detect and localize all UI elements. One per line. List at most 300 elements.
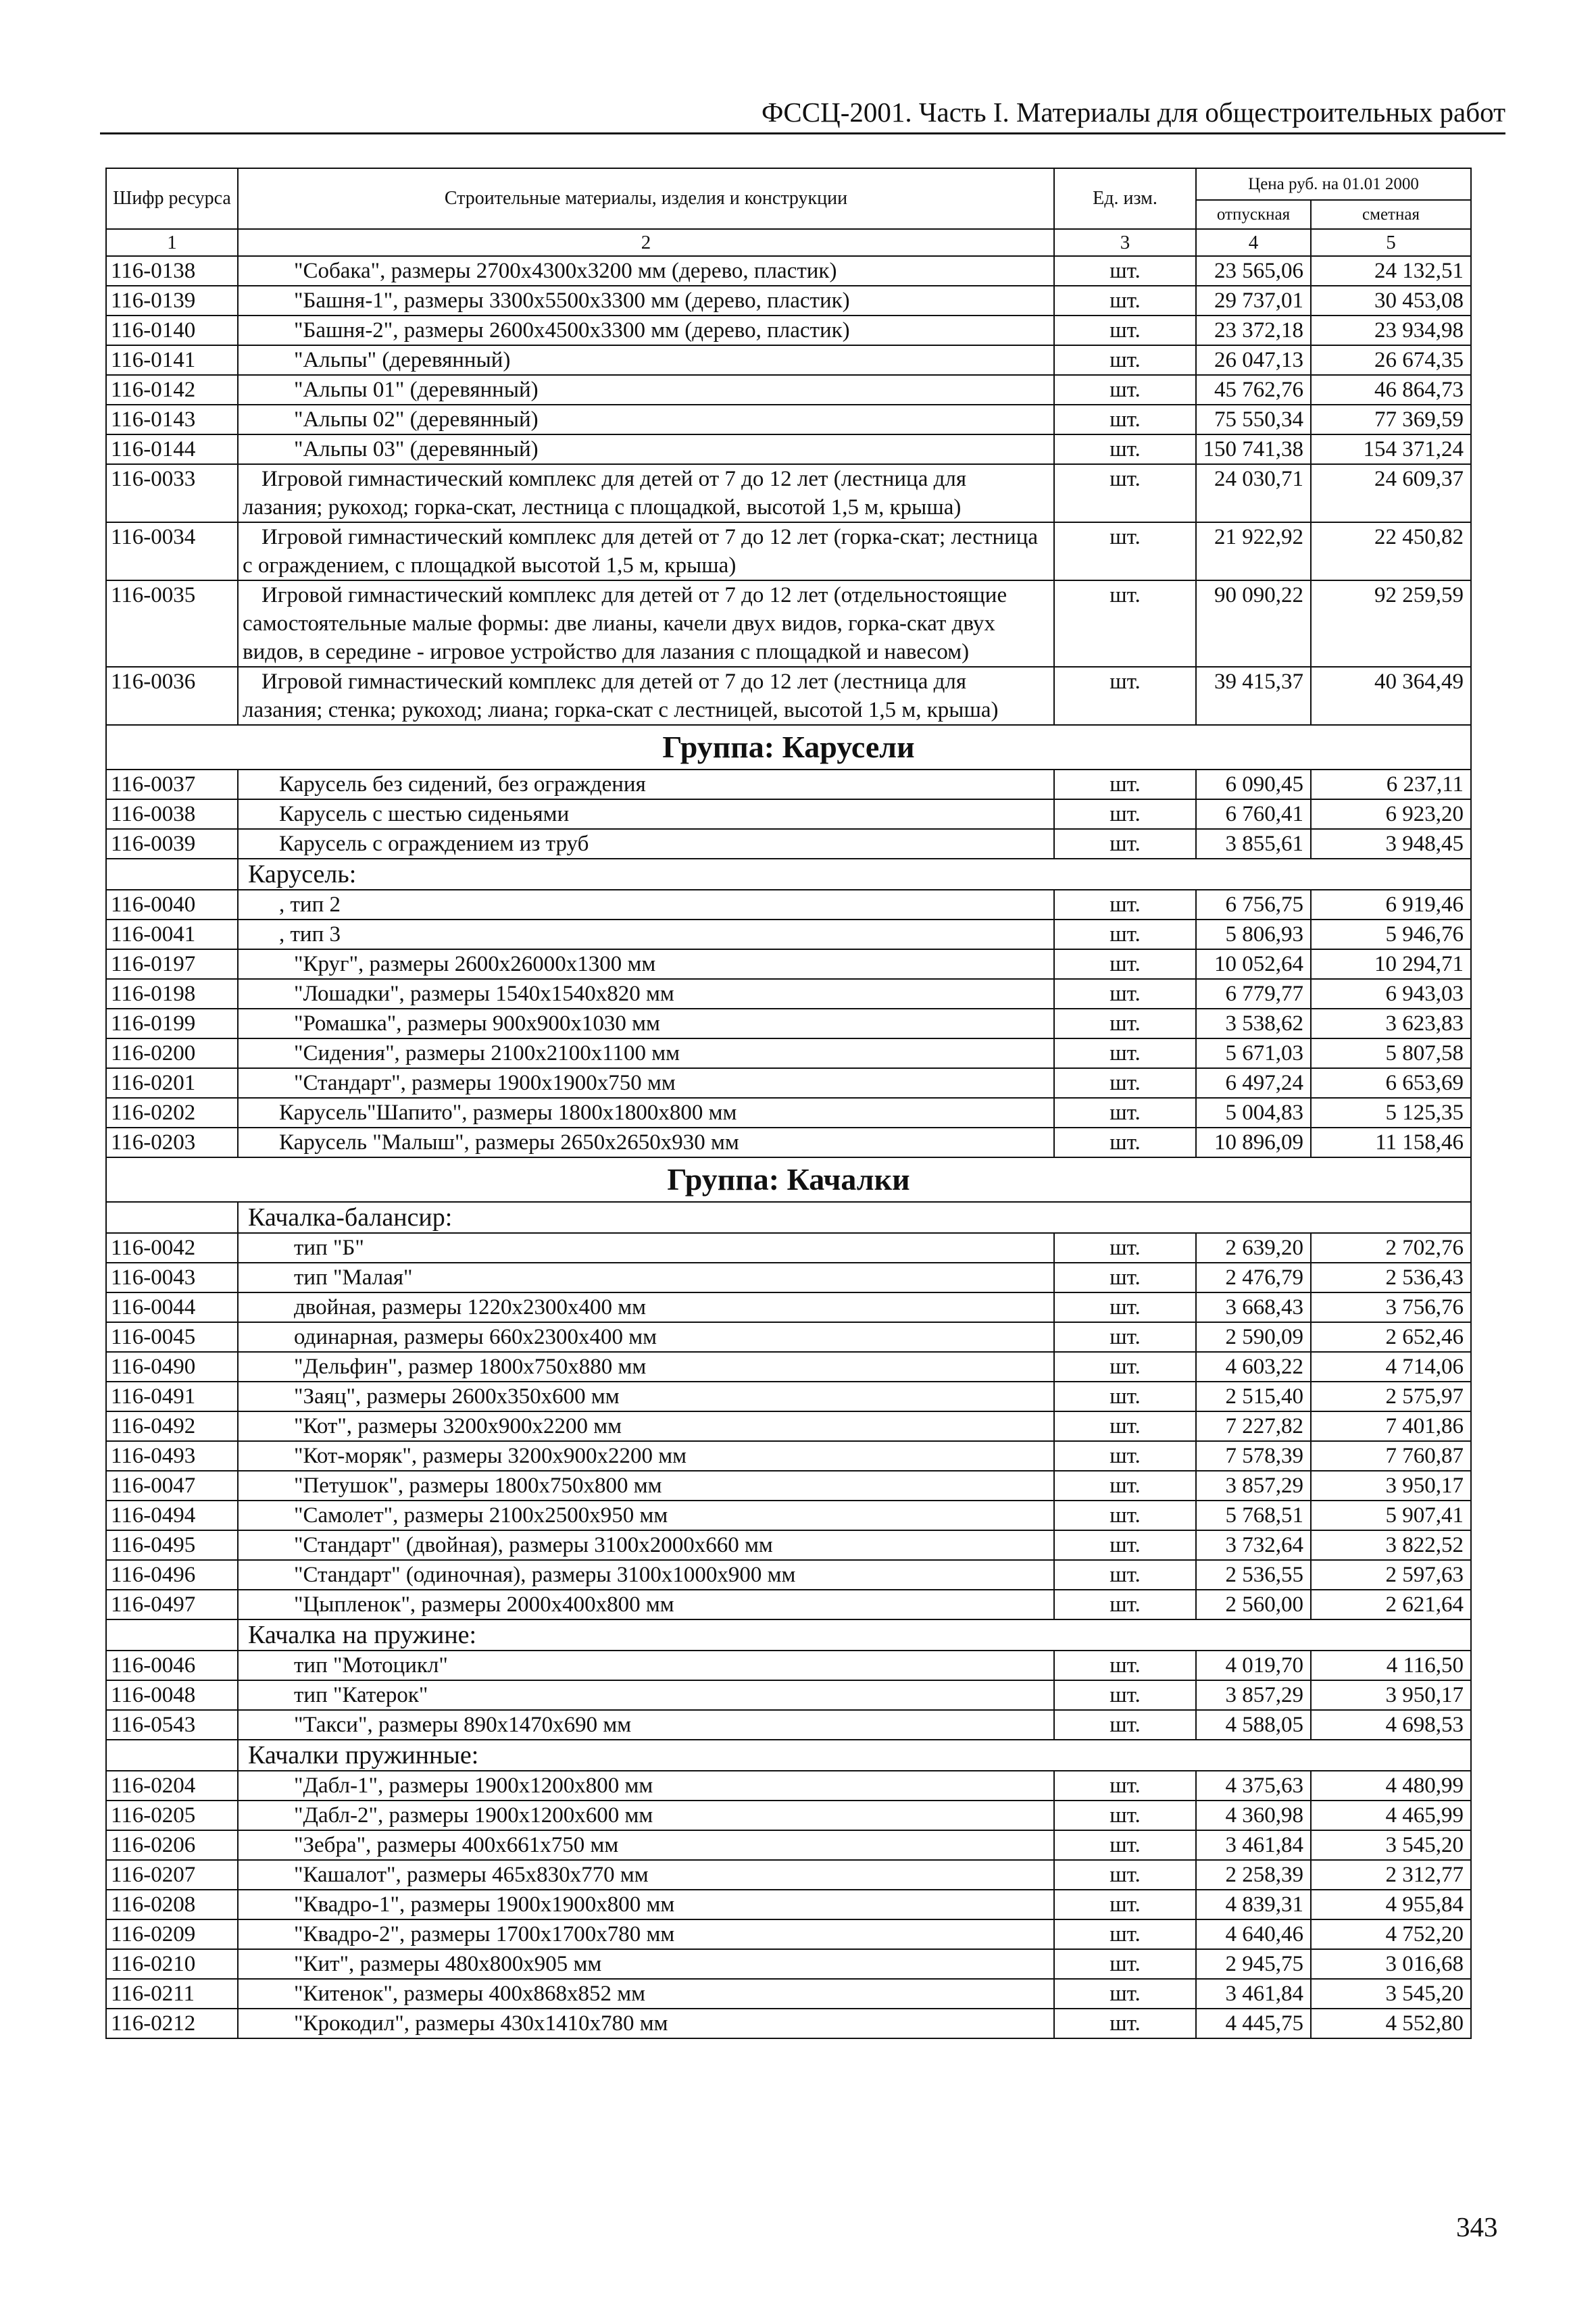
column-number-row <box>106 229 1471 256</box>
table-row <box>106 1009 1471 1038</box>
unit-cell: шт. <box>1054 829 1196 859</box>
release-price: 5 004,83 <box>1196 1098 1311 1128</box>
estimate-price: 3 948,45 <box>1311 829 1471 859</box>
release-price: 3 732,64 <box>1196 1530 1311 1560</box>
group-title: Группа: Карусели <box>106 725 1471 770</box>
unit-cell: шт. <box>1054 1501 1196 1530</box>
estimate-price: 5 907,41 <box>1311 1501 1471 1530</box>
table-row <box>106 1471 1471 1501</box>
release-price: 2 515,40 <box>1196 1382 1311 1411</box>
estimate-price: 23 934,98 <box>1311 316 1471 345</box>
group-row <box>106 725 1471 770</box>
unit-cell: шт. <box>1054 1830 1196 1860</box>
column-number: 4 <box>1196 229 1311 256</box>
estimate-price: 22 450,82 <box>1311 522 1471 580</box>
item-description: Карусель без сидений, без ограждения <box>238 770 1054 799</box>
unit-cell: шт. <box>1054 2009 1196 2038</box>
item-description: Игровой гимнастический комплекс для детей от 7 до 12 лет (отдельностоящие самостоятельные малые формы: две лианы, качели двух видов, горка-скат двух видов, в середине - игровое устройство для лазания с площадкой и навесом) <box>238 580 1054 667</box>
unit-cell: шт. <box>1054 405 1196 434</box>
estimate-price: 154 371,24 <box>1311 434 1471 464</box>
estimate-price: 6 919,46 <box>1311 890 1471 920</box>
resource-code: 116-0201 <box>106 1068 238 1098</box>
table-row <box>106 1411 1471 1441</box>
unit-cell: шт. <box>1054 799 1196 829</box>
release-price: 10 896,09 <box>1196 1128 1311 1157</box>
release-price: 24 030,71 <box>1196 464 1311 522</box>
item-description: "Стандарт" (одиночная), размеры 3100x1000x900 мм <box>238 1560 1054 1590</box>
resource-code: 116-0198 <box>106 979 238 1009</box>
category-code-cell <box>106 859 238 890</box>
estimate-price: 2 597,63 <box>1311 1560 1471 1590</box>
release-price: 29 737,01 <box>1196 286 1311 316</box>
estimate-price: 3 623,83 <box>1311 1009 1471 1038</box>
unit-cell: шт. <box>1054 1471 1196 1501</box>
release-price: 75 550,34 <box>1196 405 1311 434</box>
item-description: "Кит", размеры 480x800x905 мм <box>238 1949 1054 1979</box>
header-unit: Ед. изм. <box>1054 168 1196 229</box>
release-price: 4 603,22 <box>1196 1352 1311 1382</box>
release-price: 2 476,79 <box>1196 1263 1311 1292</box>
unit-cell: шт. <box>1054 1801 1196 1830</box>
item-description: "Квадро-1", размеры 1900x1900x800 мм <box>238 1890 1054 1919</box>
item-description: "Лошадки", размеры 1540x1540x820 мм <box>238 979 1054 1009</box>
category-code-cell <box>106 1202 238 1233</box>
resource-code: 116-0494 <box>106 1501 238 1530</box>
item-description: Карусель "Малыш", размеры 2650x2650x930 мм <box>238 1128 1054 1157</box>
release-price: 6 090,45 <box>1196 770 1311 799</box>
resource-code: 116-0048 <box>106 1680 238 1710</box>
estimate-price: 2 312,77 <box>1311 1860 1471 1890</box>
release-price: 150 741,38 <box>1196 434 1311 464</box>
resource-code: 116-0206 <box>106 1830 238 1860</box>
table-row <box>106 434 1471 464</box>
release-price: 10 052,64 <box>1196 949 1311 979</box>
category-label: Качалка на пружине: <box>238 1619 1471 1651</box>
table-row <box>106 799 1471 829</box>
resource-code: 116-0144 <box>106 434 238 464</box>
release-price: 90 090,22 <box>1196 580 1311 667</box>
unit-cell: шт. <box>1054 1530 1196 1560</box>
unit-cell: шт. <box>1054 1560 1196 1590</box>
item-description: "Кот-моряк", размеры 3200x900x2200 мм <box>238 1441 1054 1471</box>
item-description: "Дабл-2", размеры 1900x1200x600 мм <box>238 1801 1054 1830</box>
table-row <box>106 1322 1471 1352</box>
unit-cell: шт. <box>1054 580 1196 667</box>
resource-code: 116-0204 <box>106 1771 238 1801</box>
release-price: 7 227,82 <box>1196 1411 1311 1441</box>
resource-code: 116-0497 <box>106 1590 238 1619</box>
unit-cell: шт. <box>1054 316 1196 345</box>
unit-cell: шт. <box>1054 464 1196 522</box>
table-row <box>106 1263 1471 1292</box>
estimate-price: 4 955,84 <box>1311 1890 1471 1919</box>
table-row <box>106 1590 1471 1619</box>
category-label: Качалки пружинные: <box>238 1740 1471 1771</box>
resource-code: 116-0047 <box>106 1471 238 1501</box>
header-price: Цена руб. на 01.01 2000 <box>1196 168 1471 200</box>
category-row <box>106 1740 1471 1771</box>
resource-code: 116-0211 <box>106 1979 238 2009</box>
estimate-price: 6 923,20 <box>1311 799 1471 829</box>
resource-code: 116-0141 <box>106 345 238 375</box>
resource-code: 116-0200 <box>106 1038 238 1068</box>
estimate-price: 2 702,76 <box>1311 1233 1471 1263</box>
item-description: "Такси", размеры 890x1470x690 мм <box>238 1710 1054 1740</box>
resource-code: 116-0036 <box>106 667 238 725</box>
item-description: тип "Б" <box>238 1233 1054 1263</box>
table-row <box>106 890 1471 920</box>
unit-cell: шт. <box>1054 1890 1196 1919</box>
price-table <box>105 168 1472 2039</box>
item-description: "Собака", размеры 2700x4300x3200 мм (дерево, пластик) <box>238 256 1054 286</box>
estimate-price: 4 116,50 <box>1311 1651 1471 1680</box>
resource-code: 116-0140 <box>106 316 238 345</box>
unit-cell: шт. <box>1054 375 1196 405</box>
header-estimate: сметная <box>1311 200 1471 229</box>
release-price: 6 760,41 <box>1196 799 1311 829</box>
release-price: 3 857,29 <box>1196 1471 1311 1501</box>
table-row <box>106 1949 1471 1979</box>
release-price: 3 461,84 <box>1196 1979 1311 2009</box>
resource-code: 116-0197 <box>106 949 238 979</box>
estimate-price: 6 943,03 <box>1311 979 1471 1009</box>
release-price: 4 445,75 <box>1196 2009 1311 2038</box>
table-row <box>106 1801 1471 1830</box>
unit-cell: шт. <box>1054 345 1196 375</box>
table-row <box>106 375 1471 405</box>
release-price: 2 639,20 <box>1196 1233 1311 1263</box>
release-price: 5 768,51 <box>1196 1501 1311 1530</box>
estimate-price: 2 621,64 <box>1311 1590 1471 1619</box>
unit-cell: шт. <box>1054 1233 1196 1263</box>
table-row <box>106 1292 1471 1322</box>
table-row <box>106 1501 1471 1530</box>
category-code-cell <box>106 1740 238 1771</box>
table-row <box>106 286 1471 316</box>
release-price: 2 258,39 <box>1196 1860 1311 1890</box>
resource-code: 116-0138 <box>106 256 238 286</box>
estimate-price: 11 158,46 <box>1311 1128 1471 1157</box>
item-description: "Ромашка", размеры 900x900x1030 мм <box>238 1009 1054 1038</box>
unit-cell: шт. <box>1054 667 1196 725</box>
header-title: ФССЦ-2001. Часть I. Материалы для общестроительных работ <box>762 97 1505 128</box>
resource-code: 116-0041 <box>106 920 238 949</box>
table-row <box>106 949 1471 979</box>
resource-code: 116-0044 <box>106 1292 238 1322</box>
column-number: 5 <box>1311 229 1471 256</box>
table-row <box>106 920 1471 949</box>
release-price: 45 762,76 <box>1196 375 1311 405</box>
table-row <box>106 522 1471 580</box>
estimate-price: 40 364,49 <box>1311 667 1471 725</box>
unit-cell: шт. <box>1054 890 1196 920</box>
price-table-body <box>106 168 1471 2038</box>
resource-code: 116-0199 <box>106 1009 238 1038</box>
unit-cell: шт. <box>1054 1710 1196 1740</box>
estimate-price: 7 760,87 <box>1311 1441 1471 1471</box>
estimate-price: 5 125,35 <box>1311 1098 1471 1128</box>
item-description: "Башня-1", размеры 3300x5500x3300 мм (дерево, пластик) <box>238 286 1054 316</box>
resource-code: 116-0142 <box>106 375 238 405</box>
item-description: "Зебра", размеры 400x661x750 мм <box>238 1830 1054 1860</box>
table-row <box>106 464 1471 522</box>
item-description: "Стандарт" (двойная), размеры 3100x2000x660 мм <box>238 1530 1054 1560</box>
release-price: 5 671,03 <box>1196 1038 1311 1068</box>
item-description: "Самолет", размеры 2100x2500x950 мм <box>238 1501 1054 1530</box>
page-header <box>100 93 1505 134</box>
column-number: 3 <box>1054 229 1196 256</box>
item-description: , тип 3 <box>238 920 1054 949</box>
estimate-price: 2 652,46 <box>1311 1322 1471 1352</box>
table-row <box>106 1860 1471 1890</box>
estimate-price: 30 453,08 <box>1311 286 1471 316</box>
unit-cell: шт. <box>1054 256 1196 286</box>
item-description: двойная, размеры 1220x2300x400 мм <box>238 1292 1054 1322</box>
item-description: "Дельфин", размер 1800x750x880 мм <box>238 1352 1054 1382</box>
unit-cell: шт. <box>1054 1441 1196 1471</box>
unit-cell: шт. <box>1054 1038 1196 1068</box>
column-number: 2 <box>238 229 1054 256</box>
estimate-price: 5 946,76 <box>1311 920 1471 949</box>
release-price: 4 019,70 <box>1196 1651 1311 1680</box>
item-description: "Альпы 01" (деревянный) <box>238 375 1054 405</box>
table-row <box>106 1128 1471 1157</box>
estimate-price: 77 369,59 <box>1311 405 1471 434</box>
release-price: 4 375,63 <box>1196 1771 1311 1801</box>
resource-code: 116-0492 <box>106 1411 238 1441</box>
resource-code: 116-0045 <box>106 1322 238 1352</box>
resource-code: 116-0040 <box>106 890 238 920</box>
release-price: 4 588,05 <box>1196 1710 1311 1740</box>
table-row <box>106 580 1471 667</box>
release-price: 6 756,75 <box>1196 890 1311 920</box>
resource-code: 116-0139 <box>106 286 238 316</box>
item-description: "Китенок", размеры 400x868x852 мм <box>238 1979 1054 2009</box>
unit-cell: шт. <box>1054 1590 1196 1619</box>
item-description: "Башня-2", размеры 2600x4500x3300 мм (дерево, пластик) <box>238 316 1054 345</box>
table-row <box>106 1710 1471 1740</box>
estimate-price: 24 609,37 <box>1311 464 1471 522</box>
estimate-price: 4 752,20 <box>1311 1919 1471 1949</box>
unit-cell: шт. <box>1054 979 1196 1009</box>
item-description: "Стандарт", размеры 1900x1900x750 мм <box>238 1068 1054 1098</box>
unit-cell: шт. <box>1054 522 1196 580</box>
release-price: 6 779,77 <box>1196 979 1311 1009</box>
unit-cell: шт. <box>1054 1680 1196 1710</box>
release-price: 3 855,61 <box>1196 829 1311 859</box>
item-description: "Заяц", размеры 2600x350x600 мм <box>238 1382 1054 1411</box>
estimate-price: 3 545,20 <box>1311 1830 1471 1860</box>
resource-code: 116-0496 <box>106 1560 238 1590</box>
table-row <box>106 1352 1471 1382</box>
resource-code: 116-0143 <box>106 405 238 434</box>
item-description: "Кот", размеры 3200x900x2200 мм <box>238 1411 1054 1441</box>
unit-cell: шт. <box>1054 1771 1196 1801</box>
table-row <box>106 1919 1471 1949</box>
unit-cell: шт. <box>1054 434 1196 464</box>
column-number: 1 <box>106 229 238 256</box>
release-price: 39 415,37 <box>1196 667 1311 725</box>
resource-code: 116-0212 <box>106 2009 238 2038</box>
resource-code: 116-0202 <box>106 1098 238 1128</box>
item-description: "Сидения", размеры 2100x2100x1100 мм <box>238 1038 1054 1068</box>
header-release: отпускная <box>1196 200 1311 229</box>
resource-code: 116-0037 <box>106 770 238 799</box>
release-price: 26 047,13 <box>1196 345 1311 375</box>
estimate-price: 26 674,35 <box>1311 345 1471 375</box>
release-price: 2 536,55 <box>1196 1560 1311 1590</box>
item-description: "Кашалот", размеры 465x830x770 мм <box>238 1860 1054 1890</box>
resource-code: 116-0543 <box>106 1710 238 1740</box>
header-code: Шифр ресурса <box>106 168 238 229</box>
release-price: 23 372,18 <box>1196 316 1311 345</box>
resource-code: 116-0209 <box>106 1919 238 1949</box>
unit-cell: шт. <box>1054 1098 1196 1128</box>
estimate-price: 2 536,43 <box>1311 1263 1471 1292</box>
unit-cell: шт. <box>1054 1382 1196 1411</box>
estimate-price: 3 950,17 <box>1311 1680 1471 1710</box>
unit-cell: шт. <box>1054 1860 1196 1890</box>
category-label: Качалка-балансир: <box>238 1202 1471 1233</box>
item-description: Игровой гимнастический комплекс для детей от 7 до 12 лет (горка-скат; лестница с ограждением, с площадкой высотой 1,5 м, крыша) <box>238 522 1054 580</box>
release-price: 2 590,09 <box>1196 1322 1311 1352</box>
estimate-price: 46 864,73 <box>1311 375 1471 405</box>
resource-code: 116-0495 <box>106 1530 238 1560</box>
unit-cell: шт. <box>1054 1322 1196 1352</box>
estimate-price: 3 950,17 <box>1311 1471 1471 1501</box>
item-description: Игровой гимнастический комплекс для детей от 7 до 12 лет (лестница для лазания; стенка; рукоход; лиана; горка-скат с лестницей, высотой 1,5 м, крыша) <box>238 667 1054 725</box>
table-row <box>106 667 1471 725</box>
item-description: "Альпы" (деревянный) <box>238 345 1054 375</box>
release-price: 3 538,62 <box>1196 1009 1311 1038</box>
release-price: 6 497,24 <box>1196 1068 1311 1098</box>
table-row <box>106 1771 1471 1801</box>
unit-cell: шт. <box>1054 1651 1196 1680</box>
table-row <box>106 1680 1471 1710</box>
estimate-price: 3 822,52 <box>1311 1530 1471 1560</box>
item-description: "Квадро-2", размеры 1700x1700x780 мм <box>238 1919 1054 1949</box>
table-row <box>106 829 1471 859</box>
release-price: 5 806,93 <box>1196 920 1311 949</box>
release-price: 4 839,31 <box>1196 1890 1311 1919</box>
release-price: 3 461,84 <box>1196 1830 1311 1860</box>
release-price: 23 565,06 <box>1196 256 1311 286</box>
estimate-price: 4 698,53 <box>1311 1710 1471 1740</box>
table-row <box>106 1979 1471 2009</box>
estimate-price: 3 545,20 <box>1311 1979 1471 2009</box>
item-description: тип "Малая" <box>238 1263 1054 1292</box>
resource-code: 116-0203 <box>106 1128 238 1157</box>
unit-cell: шт. <box>1054 920 1196 949</box>
table-row <box>106 1038 1471 1068</box>
table-row <box>106 979 1471 1009</box>
estimate-price: 6 237,11 <box>1311 770 1471 799</box>
release-price: 4 640,46 <box>1196 1919 1311 1949</box>
category-row <box>106 1619 1471 1651</box>
resource-code: 116-0490 <box>106 1352 238 1382</box>
item-description: Карусель"Шапито", размеры 1800x1800x800 мм <box>238 1098 1054 1128</box>
resource-code: 116-0491 <box>106 1382 238 1411</box>
category-row <box>106 859 1471 890</box>
unit-cell: шт. <box>1054 1411 1196 1441</box>
estimate-price: 6 653,69 <box>1311 1068 1471 1098</box>
release-price: 4 360,98 <box>1196 1801 1311 1830</box>
table-row <box>106 1233 1471 1263</box>
item-description: "Дабл-1", размеры 1900x1200x800 мм <box>238 1771 1054 1801</box>
estimate-price: 10 294,71 <box>1311 949 1471 979</box>
item-description: "Крокодил", размеры 430x1410x780 мм <box>238 2009 1054 2038</box>
release-price: 3 668,43 <box>1196 1292 1311 1322</box>
table-row <box>106 1382 1471 1411</box>
resource-code: 116-0493 <box>106 1441 238 1471</box>
item-description: , тип 2 <box>238 890 1054 920</box>
release-price: 3 857,29 <box>1196 1680 1311 1710</box>
item-description: тип "Катерок" <box>238 1680 1054 1710</box>
table-row <box>106 1830 1471 1860</box>
resource-code: 116-0034 <box>106 522 238 580</box>
release-price: 2 945,75 <box>1196 1949 1311 1979</box>
item-description: "Альпы 02" (деревянный) <box>238 405 1054 434</box>
resource-code: 116-0208 <box>106 1890 238 1919</box>
unit-cell: шт. <box>1054 1949 1196 1979</box>
estimate-price: 92 259,59 <box>1311 580 1471 667</box>
estimate-price: 2 575,97 <box>1311 1382 1471 1411</box>
item-description: "Круг", размеры 2600x26000x1300 мм <box>238 949 1054 979</box>
unit-cell: шт. <box>1054 949 1196 979</box>
unit-cell: шт. <box>1054 1263 1196 1292</box>
table-row <box>106 1651 1471 1680</box>
estimate-price: 5 807,58 <box>1311 1038 1471 1068</box>
item-description: одинарная, размеры 660x2300x400 мм <box>238 1322 1054 1352</box>
table-row <box>106 1890 1471 1919</box>
item-description: "Петушок", размеры 1800x750x800 мм <box>238 1471 1054 1501</box>
unit-cell: шт. <box>1054 770 1196 799</box>
header-name: Строительные материалы, изделия и конструкции <box>238 168 1054 229</box>
resource-code: 116-0043 <box>106 1263 238 1292</box>
release-price: 2 560,00 <box>1196 1590 1311 1619</box>
table-row <box>106 316 1471 345</box>
unit-cell: шт. <box>1054 1292 1196 1322</box>
table-row <box>106 770 1471 799</box>
estimate-price: 3 756,76 <box>1311 1292 1471 1322</box>
unit-cell: шт. <box>1054 1009 1196 1038</box>
unit-cell: шт. <box>1054 1979 1196 2009</box>
unit-cell: шт. <box>1054 286 1196 316</box>
resource-code: 116-0039 <box>106 829 238 859</box>
resource-code: 116-0035 <box>106 580 238 667</box>
resource-code: 116-0046 <box>106 1651 238 1680</box>
estimate-price: 3 016,68 <box>1311 1949 1471 1979</box>
unit-cell: шт. <box>1054 1068 1196 1098</box>
item-description: Игровой гимнастический комплекс для детей от 7 до 12 лет (лестница для лазания; рукоход; горка-скат, лестница с площадкой, высотой 1,5 м, крыша) <box>238 464 1054 522</box>
resource-code: 116-0038 <box>106 799 238 829</box>
resource-code: 116-0042 <box>106 1233 238 1263</box>
estimate-price: 4 714,06 <box>1311 1352 1471 1382</box>
group-row <box>106 1157 1471 1202</box>
table-row <box>106 405 1471 434</box>
item-description: Карусель с шестью сиденьями <box>238 799 1054 829</box>
unit-cell: шт. <box>1054 1128 1196 1157</box>
release-price: 21 922,92 <box>1196 522 1311 580</box>
category-row <box>106 1202 1471 1233</box>
item-description: "Цыпленок", размеры 2000x400x800 мм <box>238 1590 1054 1619</box>
table-header-row <box>106 168 1471 200</box>
resource-code: 116-0033 <box>106 464 238 522</box>
item-description: тип "Мотоцикл" <box>238 1651 1054 1680</box>
table-row <box>106 1098 1471 1128</box>
estimate-price: 4 480,99 <box>1311 1771 1471 1801</box>
estimate-price: 4 552,80 <box>1311 2009 1471 2038</box>
